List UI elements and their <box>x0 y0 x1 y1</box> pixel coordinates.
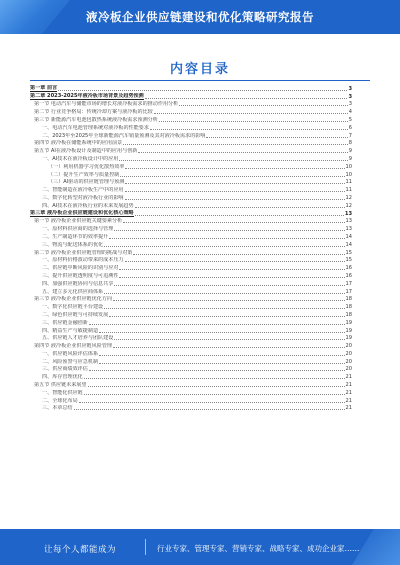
toc-entry-page: 5 <box>348 116 352 123</box>
toc-entry-title: 二、供应链中断风险的识别与应对 <box>42 265 119 272</box>
toc-entry-title: 三、供应商绩效评估 <box>42 366 88 373</box>
toc-entry-title: 第二节 液冷板企业供应链管理的挑战与对策 <box>34 249 133 256</box>
toc-entry-title: 二、2023年至2025年全球新能源汽车销量预测及其对液冷板需求的影响 <box>42 132 206 139</box>
toc-entry[interactable] <box>30 115 352 123</box>
toc-leader-dots <box>99 363 344 364</box>
toc-entry[interactable] <box>30 279 352 287</box>
toc-leader-dots <box>150 129 348 130</box>
toc-entry-title: 第三章 液冷板企业供应链建设和优化核心策略 <box>30 209 134 216</box>
toc-entry-page: 10 <box>345 163 352 170</box>
toc-entry[interactable] <box>30 209 352 217</box>
toc-entry[interactable] <box>30 357 352 365</box>
toc-entry[interactable] <box>30 256 352 264</box>
toc-entry[interactable] <box>30 365 352 373</box>
toc-entry-title: 第一节 电动汽车与储能市场的增长对液冷板需求的推动作用分析 <box>34 101 179 108</box>
toc-entry-title: （二）提升生产效率与质量控制 <box>48 171 120 178</box>
toc-entry-page: 6 <box>348 124 352 131</box>
toc-entry[interactable] <box>30 310 352 318</box>
toc-leader-dots <box>74 409 345 410</box>
toc-entry-title: 一、原材料价格波动带来的成本压力 <box>42 257 124 264</box>
toc-entry-title: 四、库存管理优化 <box>42 374 83 381</box>
toc-leader-dots <box>119 277 344 278</box>
toc-entry[interactable] <box>30 287 352 295</box>
toc-entry[interactable] <box>30 318 352 326</box>
toc-entry-title: 一、AI技术在液冷板设计中的应用 <box>42 155 119 162</box>
toc-leader-dots <box>99 355 344 356</box>
toc-entry-title: 一、数字化供应链平台建设 <box>42 304 104 311</box>
toc-entry-title: 第四节 液冷板在储能系统中的应用前景 <box>34 140 123 147</box>
toc-entry-title: 一、原材料供应商的选择与管理 <box>42 226 114 233</box>
toc-entry-title: 三、物流与配送体系的优化 <box>42 241 104 248</box>
toc-entry-page: 9 <box>348 155 352 162</box>
toc-entry-page: 21 <box>345 382 352 389</box>
toc-entry-title: 第四节 液冷板企业供应链风险管理 <box>34 343 113 350</box>
toc-leader-dots <box>123 222 344 223</box>
toc-entry[interactable] <box>30 146 352 154</box>
toc-leader-dots <box>109 316 344 317</box>
toc-entry[interactable] <box>30 201 352 209</box>
toc-entry-title: 二、全球化布局 <box>42 397 78 404</box>
toc-entry[interactable] <box>30 178 352 186</box>
toc-entry-page: 19 <box>345 327 352 334</box>
toc-entry[interactable] <box>30 139 352 147</box>
footer-slogan: 让每个人都能成为 <box>44 545 117 555</box>
toc-entry-page: 20 <box>345 343 352 350</box>
toc-entry[interactable] <box>30 326 352 334</box>
toc-entry-page: 15 <box>345 257 352 264</box>
toc-leader-dots <box>133 254 344 255</box>
toc-entry[interactable] <box>30 193 352 201</box>
toc-entry[interactable] <box>30 404 352 412</box>
toc-entry-title: 第一节 液冷板企业供应链关键要素分析 <box>34 218 123 225</box>
toc-entry-page: 20 <box>345 366 352 373</box>
toc-entry[interactable] <box>30 123 352 131</box>
toc-entry-title: 三、供应链金融创新 <box>42 319 88 326</box>
toc-entry-page: 3 <box>348 93 352 100</box>
toc-entry[interactable] <box>30 240 352 248</box>
toc-leader-dots <box>88 386 345 387</box>
toc-leader-dots <box>145 98 348 99</box>
toc-leader-dots <box>206 137 347 138</box>
toc-entry-page: 15 <box>345 249 352 256</box>
toc-entry-page: 16 <box>345 265 352 272</box>
table-of-contents <box>30 84 352 411</box>
toc-leader-dots <box>89 370 345 371</box>
toc-entry-title: 三、提升供应链透明度与可追溯性 <box>42 272 119 279</box>
toc-entry-page: 17 <box>345 288 352 295</box>
toc-entry[interactable] <box>30 131 352 139</box>
toc-entry[interactable] <box>30 84 352 92</box>
toc-entry-title: 四、精益生产与敏捷制造 <box>42 327 99 334</box>
header-banner <box>0 0 400 34</box>
toc-entry-page: 16 <box>345 272 352 279</box>
toc-entry[interactable] <box>30 224 352 232</box>
toc-entry-title: （一）利用机器学习优化散热效率 <box>48 163 125 170</box>
toc-entry-page: 10 <box>345 171 352 178</box>
toc-entry[interactable] <box>30 302 352 310</box>
toc-entry-page: 21 <box>345 389 352 396</box>
footer-banner <box>0 529 400 565</box>
toc-entry[interactable] <box>30 232 352 240</box>
toc-leader-dots <box>179 105 348 106</box>
toc-leader-dots <box>99 332 344 333</box>
toc-entry[interactable] <box>30 154 352 162</box>
footer-tagline: 行业专家、管理专家、营销专家、战略专家、成功企业家…… <box>157 544 360 553</box>
toc-entry-title: 三、本章总结 <box>42 405 73 412</box>
toc-entry-title: 一、电动汽车电池管理系统对液冷板的性能要求 <box>42 124 149 131</box>
toc-leader-dots <box>104 308 344 309</box>
toc-leader-dots <box>125 199 345 200</box>
toc-leader-dots <box>154 113 348 114</box>
toc-entry[interactable] <box>30 372 352 380</box>
toc-entry-title: 二、绿色供应链与可持续发展 <box>42 311 109 318</box>
toc-leader-dots <box>89 324 345 325</box>
footer-divider <box>145 539 146 555</box>
toc-leader-dots <box>114 230 344 231</box>
toc-leader-dots <box>113 347 344 348</box>
toc-divider <box>30 80 370 81</box>
toc-entry-page: 3 <box>348 85 352 92</box>
toc-entry-title: 五、供应链人才培养与团队建设 <box>42 335 114 342</box>
toc-entry-page: 18 <box>345 304 352 311</box>
toc-entry[interactable] <box>30 334 352 342</box>
toc-leader-dots <box>79 402 345 403</box>
toc-entry-page: 12 <box>345 194 352 201</box>
toc-leader-dots <box>135 215 344 216</box>
toc-entry-page: 9 <box>348 148 352 155</box>
toc-entry-title: 第五节 供应链未来展望 <box>34 382 87 389</box>
toc-entry-page: 14 <box>345 241 352 248</box>
toc-entry-page: 21 <box>345 374 352 381</box>
toc-leader-dots <box>125 168 344 169</box>
toc-entry-page: 19 <box>345 319 352 326</box>
toc-entry[interactable] <box>30 388 352 396</box>
toc-entry-page: 21 <box>345 405 352 412</box>
toc-entry-page: 12 <box>345 202 352 209</box>
toc-entry-page: 3 <box>348 101 352 108</box>
toc-entry-page: 7 <box>348 132 352 139</box>
toc-entry-page: 8 <box>348 140 352 147</box>
toc-entry-title: 第三节 新能源汽车电池包散热系统液冷板需求预测分析 <box>34 116 158 123</box>
toc-entry-title: （三）AI驱动的供应链管理与预测 <box>48 179 125 186</box>
toc-entry[interactable] <box>30 349 352 357</box>
report-title: 液冷板企业供应链建设和优化策略研究报告 <box>86 10 314 24</box>
toc-entry-page: 13 <box>345 226 352 233</box>
toc-entry[interactable] <box>30 162 352 170</box>
toc-entry-page: 20 <box>345 358 352 365</box>
toc-entry-title: 第二节 行业竞争格局：传统冷却方案与液冷板的比较 <box>34 109 153 116</box>
toc-entry-title: 一、供应链风险评估体系 <box>42 350 99 357</box>
toc-entry-title: 五、建立多元化供应商体系 <box>42 288 104 295</box>
toc-entry[interactable] <box>30 107 352 115</box>
toc-entry[interactable] <box>30 100 352 108</box>
toc-entry-page: 11 <box>345 179 352 186</box>
toc-entry[interactable] <box>30 248 352 256</box>
toc-entry-title: 一、智能化供应链 <box>42 389 83 396</box>
toc-leader-dots <box>109 238 344 239</box>
toc-heading: 内容目录 <box>169 62 230 77</box>
toc-entry-page: 13 <box>344 210 352 217</box>
toc-leader-dots <box>113 300 344 301</box>
toc-leader-dots <box>123 144 348 145</box>
toc-leader-dots <box>114 339 344 340</box>
toc-leader-dots <box>138 152 347 153</box>
toc-entry-page: 13 <box>345 218 352 225</box>
toc-entry[interactable] <box>30 185 352 193</box>
toc-entry-title: 第五节 AI在液冷板设计及制造中的应用与创新 <box>34 148 138 155</box>
toc-entry-page: 14 <box>345 233 352 240</box>
toc-leader-dots <box>84 394 345 395</box>
toc-entry-page: 19 <box>345 335 352 342</box>
toc-entry[interactable] <box>30 170 352 178</box>
toc-leader-dots <box>119 269 344 270</box>
toc-leader-dots <box>84 378 345 379</box>
toc-entry[interactable] <box>30 341 352 349</box>
toc-entry-title: 二、生产制造环节的效率提升 <box>42 233 109 240</box>
toc-entry[interactable] <box>30 271 352 279</box>
toc-entry-title: 三、数字化转型对液冷板行业的影响 <box>42 194 124 201</box>
toc-leader-dots <box>159 121 348 122</box>
toc-entry-title: 第二章 2023-2025年液冷板市场背景及趋势预测 <box>30 92 144 99</box>
toc-leader-dots <box>104 246 344 247</box>
toc-entry-page: 21 <box>345 397 352 404</box>
toc-entry-title: 第一章 前言 <box>30 84 58 91</box>
toc-leader-dots <box>125 191 345 192</box>
toc-entry-title: 二、智能制造在液冷板生产中的应用 <box>42 187 124 194</box>
toc-entry-page: 17 <box>345 280 352 287</box>
toc-leader-dots <box>114 285 344 286</box>
toc-entry[interactable] <box>30 380 352 388</box>
toc-entry[interactable] <box>30 396 352 404</box>
toc-entry-title: 第三节 液冷板企业供应链优化方向 <box>34 296 113 303</box>
toc-entry-page: 18 <box>345 311 352 318</box>
toc-leader-dots <box>58 90 347 91</box>
toc-entry[interactable] <box>30 295 352 303</box>
toc-entry[interactable] <box>30 92 352 100</box>
toc-entry-page: 18 <box>345 296 352 303</box>
toc-leader-dots <box>135 207 345 208</box>
toc-leader-dots <box>125 261 345 262</box>
toc-leader-dots <box>120 176 344 177</box>
toc-entry[interactable] <box>30 263 352 271</box>
toc-entry-title: 四、加强供应链协同与信息共享 <box>42 280 114 287</box>
toc-entry-page: 20 <box>345 350 352 357</box>
toc-entry-title: 四、AI技术在液冷板行业的未来发展趋势 <box>42 202 134 209</box>
toc-leader-dots <box>119 160 347 161</box>
toc-entry-page: 11 <box>345 187 352 194</box>
toc-entry-page: 4 <box>348 109 352 116</box>
toc-entry-title: 二、风险预警与应急机制 <box>42 358 99 365</box>
toc-leader-dots <box>125 183 344 184</box>
toc-entry[interactable] <box>30 217 352 225</box>
toc-leader-dots <box>104 293 344 294</box>
